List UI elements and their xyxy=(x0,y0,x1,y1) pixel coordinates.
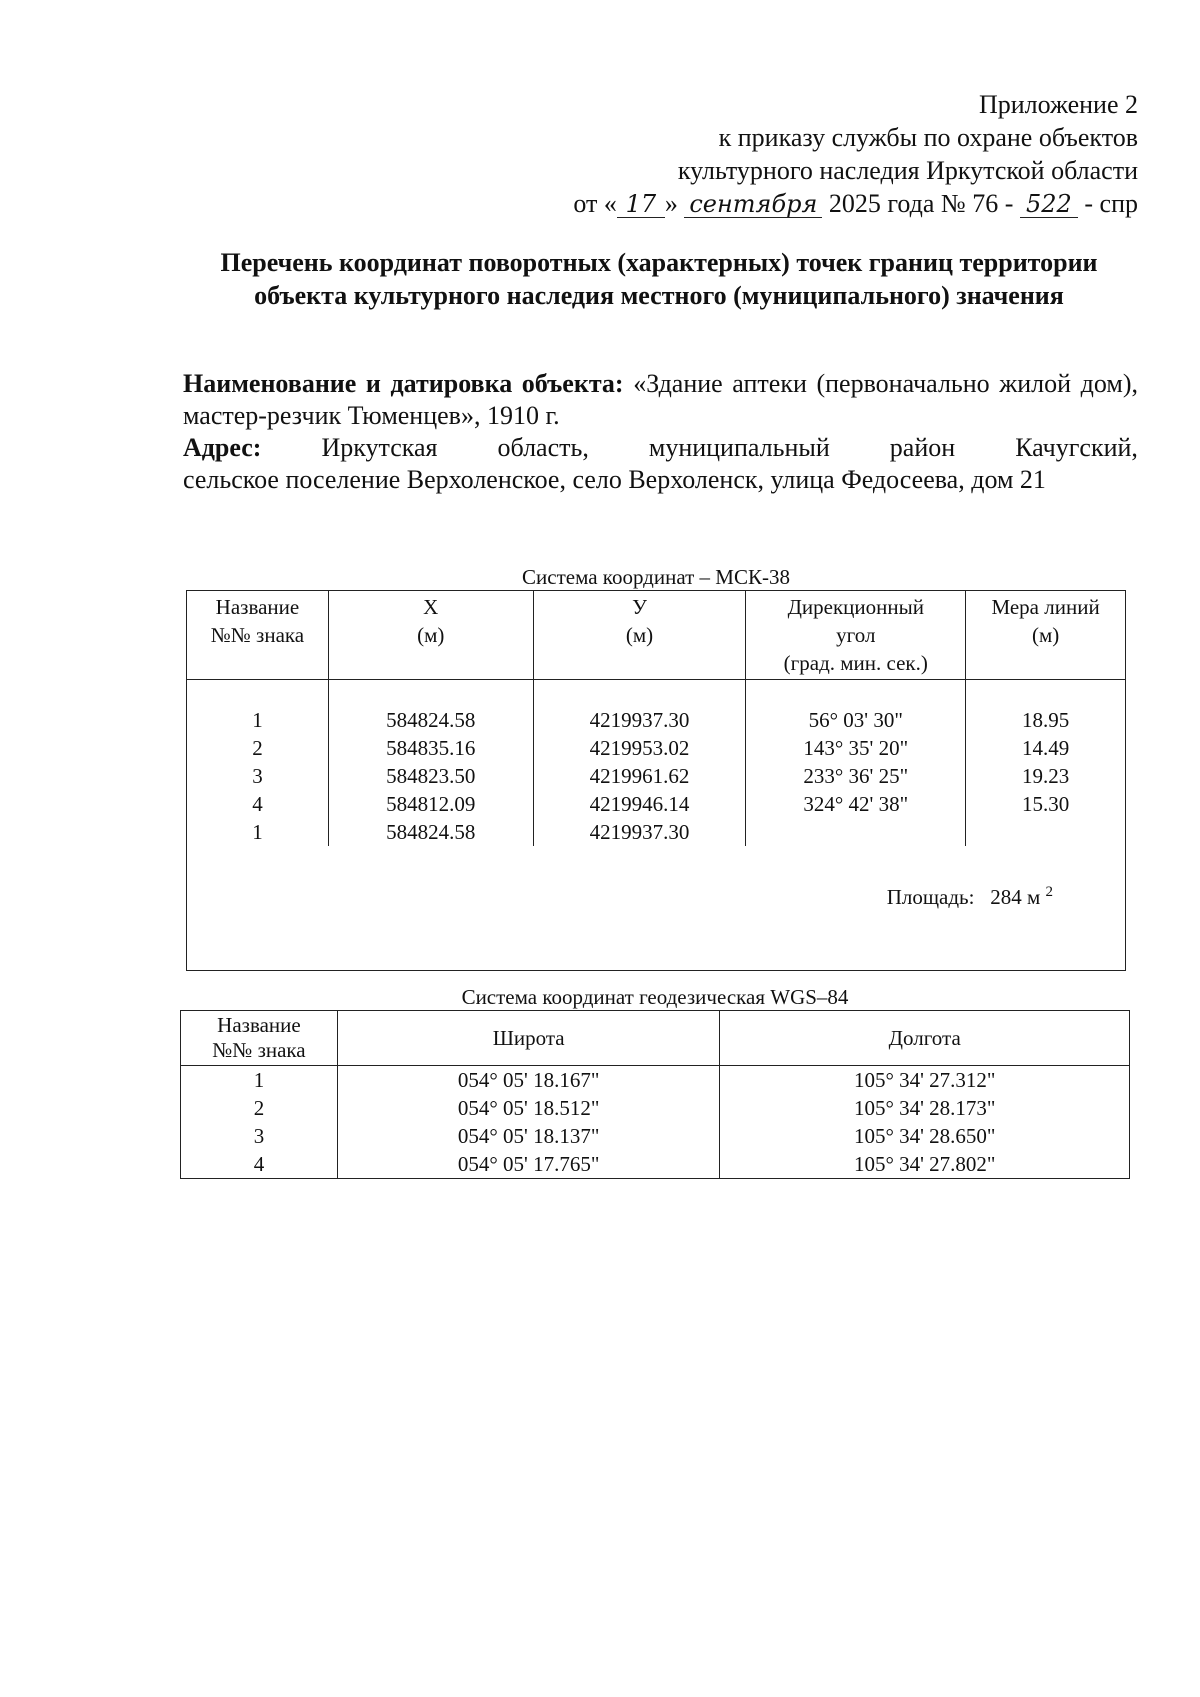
cell-point: 1 xyxy=(187,818,329,846)
cell-angle: 143° 35' 20" xyxy=(746,734,966,762)
msk-table-caption: Система координат – МСК-38 xyxy=(522,565,790,589)
col-header-y: У (м) xyxy=(533,591,746,680)
table-row xyxy=(181,1066,1130,1095)
address-word: Качугский, xyxy=(1015,433,1138,462)
date-prefix: от « xyxy=(573,189,617,218)
cell-y: 4219961.62 xyxy=(533,762,746,790)
msk-coordinates-table xyxy=(186,590,1126,971)
cell-x: 584835.16 xyxy=(328,734,533,762)
cell-x: 584812.09 xyxy=(328,790,533,818)
handwritten-day: 17 xyxy=(617,191,665,218)
area-value: 284 м xyxy=(990,885,1041,909)
table-row xyxy=(187,818,1126,846)
appendix-number: Приложение 2 xyxy=(978,90,1138,119)
cell-angle xyxy=(746,818,966,846)
cell-latitude: 054° 05' 18.167" xyxy=(337,1066,720,1095)
document-title: Перечень координат поворотных (характерных) точек границ территории объекта культурного наследия местного (муниципального) значения xyxy=(220,248,1098,310)
table-header-row xyxy=(187,591,1126,680)
table-row xyxy=(187,706,1126,734)
col-header-angle: Дирекционный угол (град. мин. сек.) xyxy=(746,591,966,680)
address-word: область, xyxy=(497,433,589,462)
cell-longitude: 105° 34' 27.312" xyxy=(720,1066,1130,1095)
table-header-row xyxy=(181,1011,1130,1066)
table-row xyxy=(187,734,1126,762)
cell-angle: 324° 42' 38" xyxy=(746,790,966,818)
address-word: район xyxy=(889,433,956,462)
cell-length: 15.30 xyxy=(966,790,1126,818)
col-header-latitude: Широта xyxy=(337,1011,720,1066)
table-row xyxy=(181,1094,1130,1122)
address-line-2: сельское поселение Верхоленское, село Верхоленск, улица Федосеева, дом 21 xyxy=(183,465,1046,494)
area-unit-superscript: 2 xyxy=(1045,884,1053,900)
wgs-coordinates-table xyxy=(180,1010,1130,1179)
cell-x: 584823.50 xyxy=(328,762,533,790)
area-row xyxy=(187,846,1126,971)
cell-longitude: 105° 34' 27.802" xyxy=(720,1150,1130,1179)
table-row xyxy=(187,790,1126,818)
cell-angle: 233° 36' 25" xyxy=(746,762,966,790)
order-year-text: 2025 года № 76 - xyxy=(828,189,1014,218)
table-row xyxy=(181,1150,1130,1179)
cell-point: 2 xyxy=(181,1094,338,1122)
table-spacer-row xyxy=(187,680,1126,707)
col-header-x: X (м) xyxy=(328,591,533,680)
address-label: Адрес: xyxy=(183,433,262,462)
area-cell xyxy=(187,846,1126,971)
cell-point: 4 xyxy=(181,1150,338,1179)
cell-y: 4219953.02 xyxy=(533,734,746,762)
table-row xyxy=(187,762,1126,790)
cell-point: 1 xyxy=(181,1066,338,1095)
cell-length: 19.23 xyxy=(966,762,1126,790)
appendix-agency-line: культурного наследия Иркутской области xyxy=(677,156,1138,185)
cell-length: 18.95 xyxy=(966,706,1126,734)
handwritten-order-number: 522 xyxy=(1020,191,1078,218)
cell-x: 584824.58 xyxy=(328,818,533,846)
cell-y: 4219937.30 xyxy=(533,818,746,846)
cell-point: 4 xyxy=(187,790,329,818)
cell-latitude: 054° 05' 18.137" xyxy=(337,1122,720,1150)
cell-point: 3 xyxy=(181,1122,338,1150)
address-word: Иркутская xyxy=(321,433,438,462)
object-name-value: «Здание аптеки (первоначально жилой дом), мастер-резчик Тюменцев», 1910 г. xyxy=(183,369,1139,430)
col-header-length: Мера линий (м) xyxy=(966,591,1126,680)
address-word: муниципальный xyxy=(648,433,830,462)
cell-length: 14.49 xyxy=(966,734,1126,762)
cell-longitude: 105° 34' 28.650" xyxy=(720,1122,1130,1150)
order-suffix: - спр xyxy=(1084,189,1138,218)
appendix-header xyxy=(573,88,1138,220)
cell-point: 3 xyxy=(187,762,329,790)
address-line-1 xyxy=(183,432,1138,464)
wgs-table-caption: Система координат геодезическая WGS–84 xyxy=(461,985,849,1009)
object-name-label: Наименование и датировка объекта: xyxy=(183,369,624,398)
cell-x: 584824.58 xyxy=(328,706,533,734)
cell-latitude: 054° 05' 18.512" xyxy=(337,1094,720,1122)
date-quote-close: » xyxy=(664,189,678,218)
object-name-paragraph xyxy=(183,368,1138,432)
appendix-date-line xyxy=(573,187,1138,220)
cell-length xyxy=(966,818,1126,846)
appendix-order-line: к приказу службы по охране объектов xyxy=(718,123,1138,152)
cell-latitude: 054° 05' 17.765" xyxy=(337,1150,720,1179)
cell-y: 4219946.14 xyxy=(533,790,746,818)
col-header-name: Название №№ знака xyxy=(187,591,329,680)
table-row xyxy=(181,1122,1130,1150)
cell-point: 2 xyxy=(187,734,329,762)
cell-angle: 56° 03' 30" xyxy=(746,706,966,734)
object-info xyxy=(183,368,1138,496)
cell-y: 4219937.30 xyxy=(533,706,746,734)
cell-longitude: 105° 34' 28.173" xyxy=(720,1094,1130,1122)
area-label: Площадь: xyxy=(886,885,975,909)
handwritten-month: сентября xyxy=(684,191,822,218)
cell-point: 1 xyxy=(187,706,329,734)
col-header-name: Название №№ знака xyxy=(181,1011,338,1066)
col-header-longitude: Долгота xyxy=(720,1011,1130,1066)
